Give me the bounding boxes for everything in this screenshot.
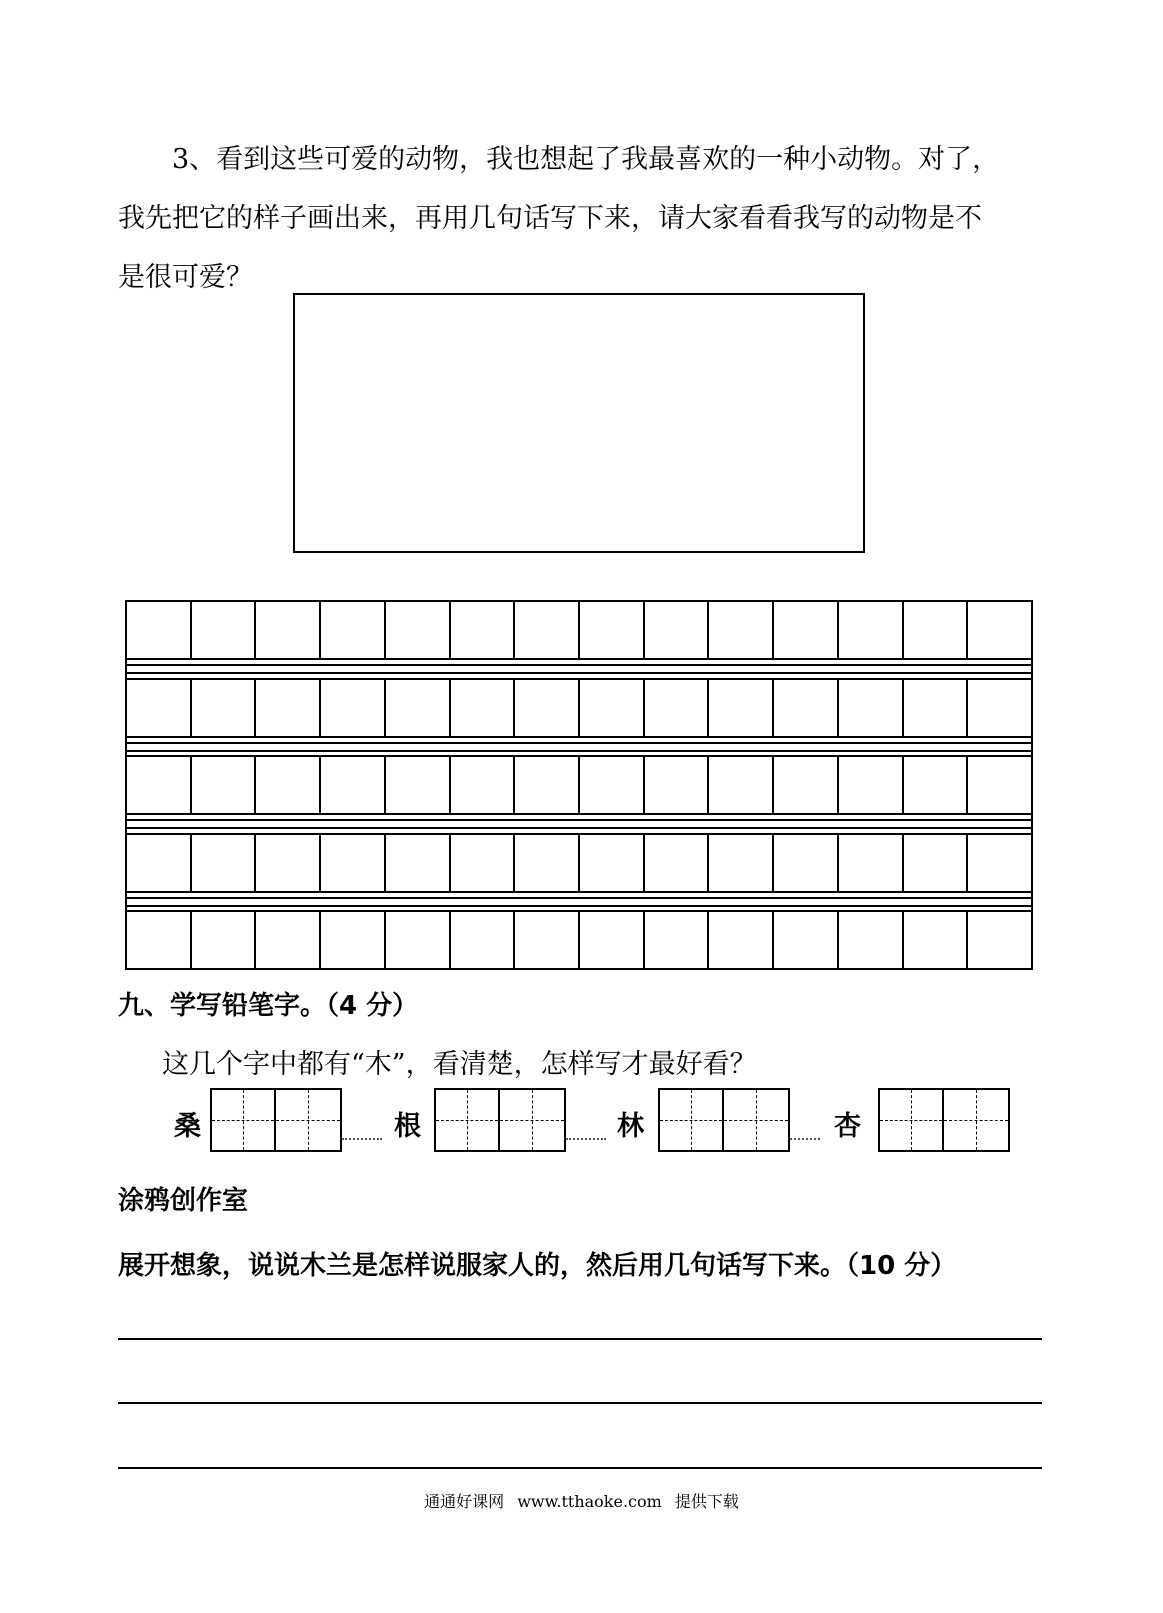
- answer-line-1[interactable]: [118, 1338, 1042, 1340]
- grid-cell[interactable]: [192, 680, 257, 736]
- grid-cell[interactable]: [127, 680, 192, 736]
- grid-cell[interactable]: [321, 835, 386, 891]
- grid-cell[interactable]: [580, 912, 645, 968]
- grid-cell[interactable]: [127, 835, 192, 891]
- grid-cell[interactable]: [839, 680, 904, 736]
- grid-row[interactable]: [125, 600, 1033, 660]
- question-3-line-1: 3、看到这些可爱的动物，我也想起了我最喜欢的一种小动物。对了，: [172, 144, 1000, 175]
- grid-cell[interactable]: [839, 835, 904, 891]
- tian-cell[interactable]: [724, 1090, 788, 1150]
- grid-cell[interactable]: [192, 912, 257, 968]
- graffiti-prompt: 展开想象，说说木兰是怎样说服家人的，然后用几句话写下来。（10 分）: [118, 1251, 957, 1281]
- grid-row[interactable]: [125, 910, 1033, 970]
- tian-cell[interactable]: [660, 1090, 724, 1150]
- row-separator: [125, 738, 1033, 756]
- question-3-line-2: 我先把它的样子画出来，再用几句话写下来，请大家看看我写的动物是不: [118, 203, 982, 234]
- grid-cell[interactable]: [580, 757, 645, 813]
- practice-char-4: 杏: [834, 1111, 861, 1142]
- grid-cell[interactable]: [127, 757, 192, 813]
- grid-cell[interactable]: [774, 835, 839, 891]
- grid-cell[interactable]: [321, 912, 386, 968]
- tian-cell[interactable]: [276, 1090, 340, 1150]
- grid-cell[interactable]: [256, 912, 321, 968]
- row-separator: [125, 893, 1033, 911]
- grid-cell[interactable]: [839, 602, 904, 658]
- section-9-title: 九、学写铅笔字。（4 分）: [118, 991, 419, 1021]
- grid-cell[interactable]: [451, 912, 516, 968]
- grid-cell[interactable]: [515, 757, 580, 813]
- tian-cell[interactable]: [880, 1090, 944, 1150]
- grid-cell[interactable]: [192, 835, 257, 891]
- graffiti-title: 涂鸦创作室: [118, 1186, 249, 1216]
- grid-cell[interactable]: [515, 680, 580, 736]
- grid-cell[interactable]: [256, 835, 321, 891]
- grid-cell[interactable]: [968, 835, 1031, 891]
- grid-cell[interactable]: [904, 835, 969, 891]
- grid-cell[interactable]: [968, 912, 1031, 968]
- dotted-leader: [566, 1138, 606, 1140]
- grid-cell[interactable]: [580, 835, 645, 891]
- grid-cell[interactable]: [904, 602, 969, 658]
- grid-cell[interactable]: [386, 602, 451, 658]
- grid-cell[interactable]: [386, 912, 451, 968]
- tian-cell[interactable]: [212, 1090, 276, 1150]
- grid-cell[interactable]: [774, 602, 839, 658]
- grid-cell[interactable]: [709, 602, 774, 658]
- grid-cell[interactable]: [709, 680, 774, 736]
- tian-cell[interactable]: [944, 1090, 1008, 1150]
- grid-cell[interactable]: [127, 602, 192, 658]
- grid-cell[interactable]: [839, 912, 904, 968]
- grid-cell[interactable]: [386, 757, 451, 813]
- row-separator: [125, 815, 1033, 833]
- grid-cell[interactable]: [839, 757, 904, 813]
- tian-grid-1[interactable]: [210, 1088, 342, 1152]
- practice-char-2: 根: [394, 1111, 421, 1142]
- grid-cell[interactable]: [774, 757, 839, 813]
- footer-url[interactable]: www.tthaoke.com: [517, 1492, 662, 1511]
- grid-cell[interactable]: [321, 680, 386, 736]
- grid-cell[interactable]: [968, 680, 1031, 736]
- footer-site-name: 通通好课网: [424, 1492, 505, 1511]
- grid-cell[interactable]: [645, 912, 710, 968]
- grid-cell[interactable]: [451, 835, 516, 891]
- grid-cell[interactable]: [321, 757, 386, 813]
- tian-grid-2[interactable]: [434, 1088, 566, 1152]
- grid-cell[interactable]: [968, 602, 1031, 658]
- grid-cell[interactable]: [515, 912, 580, 968]
- grid-cell[interactable]: [580, 680, 645, 736]
- grid-cell[interactable]: [645, 680, 710, 736]
- grid-cell[interactable]: [709, 912, 774, 968]
- footer: [0, 1489, 1163, 1512]
- row-separator: [125, 660, 1033, 678]
- grid-cell[interactable]: [451, 680, 516, 736]
- grid-row[interactable]: [125, 833, 1033, 893]
- dotted-leader: [790, 1138, 820, 1140]
- grid-cell[interactable]: [968, 757, 1031, 813]
- grid-cell[interactable]: [451, 602, 516, 658]
- grid-cell[interactable]: [192, 757, 257, 813]
- grid-cell[interactable]: [515, 835, 580, 891]
- grid-cell[interactable]: [904, 680, 969, 736]
- grid-cell[interactable]: [451, 757, 516, 813]
- practice-char-3: 林: [617, 1111, 644, 1142]
- grid-cell[interactable]: [321, 602, 386, 658]
- question-3-line-3: 是很可爱？: [118, 262, 253, 293]
- grid-cell[interactable]: [580, 602, 645, 658]
- tian-cell[interactable]: [436, 1090, 500, 1150]
- grid-cell[interactable]: [904, 757, 969, 813]
- grid-cell[interactable]: [709, 757, 774, 813]
- grid-cell[interactable]: [515, 602, 580, 658]
- grid-cell[interactable]: [386, 680, 451, 736]
- grid-cell[interactable]: [127, 912, 192, 968]
- grid-cell[interactable]: [774, 680, 839, 736]
- drawing-box[interactable]: [293, 293, 865, 553]
- grid-cell[interactable]: [256, 757, 321, 813]
- grid-cell[interactable]: [192, 602, 257, 658]
- dotted-leader: [342, 1138, 382, 1140]
- answer-line-3: [118, 1467, 1042, 1469]
- tian-grid-3[interactable]: [658, 1088, 790, 1152]
- tian-grid-4[interactable]: [878, 1088, 1010, 1152]
- grid-cell[interactable]: [904, 912, 969, 968]
- grid-cell[interactable]: [774, 912, 839, 968]
- answer-line-2[interactable]: [118, 1402, 1042, 1404]
- grid-cell[interactable]: [645, 757, 710, 813]
- grid-cell[interactable]: [256, 602, 321, 658]
- section-9-prompt: 这几个字中都有“木”，看清楚，怎样写才最好看？: [162, 1049, 757, 1080]
- grid-cell[interactable]: [256, 680, 321, 736]
- grid-row[interactable]: [125, 755, 1033, 815]
- grid-cell[interactable]: [386, 835, 451, 891]
- footer-suffix: 提供下载: [674, 1492, 739, 1511]
- tian-cell[interactable]: [500, 1090, 564, 1150]
- grid-cell[interactable]: [645, 835, 710, 891]
- grid-cell[interactable]: [645, 602, 710, 658]
- grid-row[interactable]: [125, 678, 1033, 738]
- grid-cell[interactable]: [709, 835, 774, 891]
- practice-char-1: 桑: [174, 1111, 201, 1142]
